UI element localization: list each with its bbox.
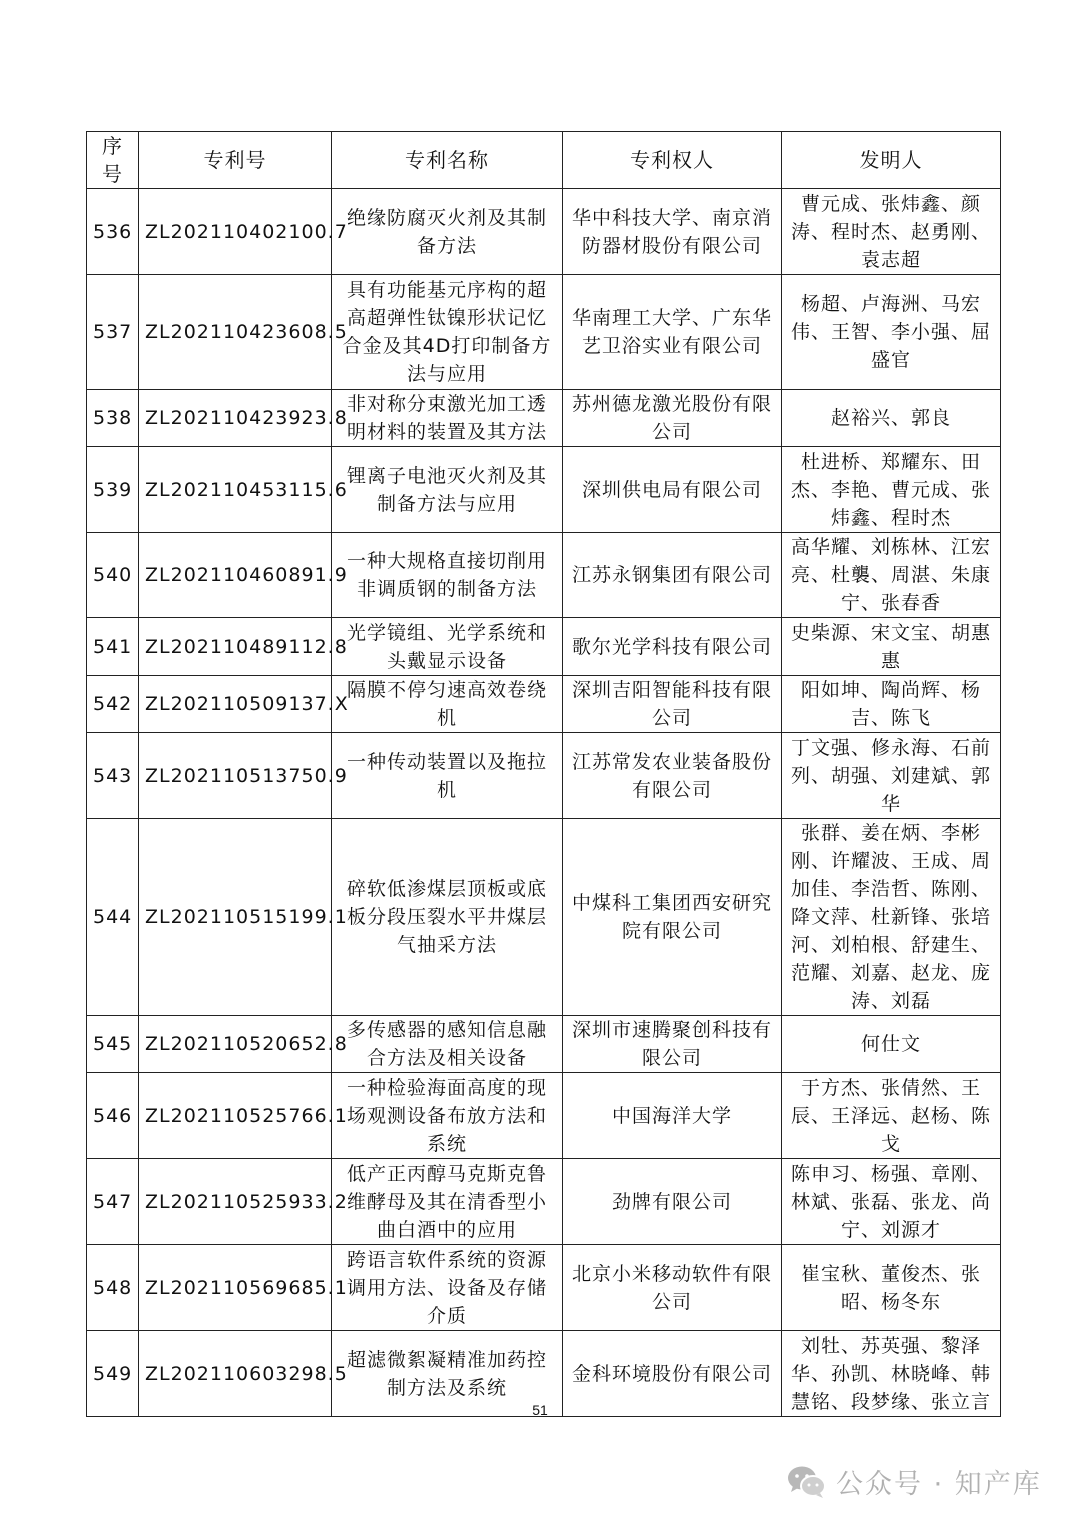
row-name: 非对称分束激光加工透明材料的装置及其方法 bbox=[332, 390, 563, 447]
row-seq: 545 bbox=[87, 1016, 139, 1073]
row-seq: 539 bbox=[87, 447, 139, 533]
patent-table bbox=[86, 131, 1001, 1417]
header-inventors: 发明人 bbox=[782, 132, 1001, 189]
watermark-text: 公众号 · 知产库 bbox=[836, 1469, 1042, 1500]
row-owner: 金科环境股份有限公司 bbox=[563, 1331, 782, 1417]
row-patent-no: ZL202110513750.9 bbox=[139, 733, 332, 819]
row-name: 绝缘防腐灭火剂及其制备方法 bbox=[332, 189, 563, 275]
row-inventors: 陈申习、杨强、章刚、林斌、张磊、张龙、尚宁、刘源才 bbox=[782, 1159, 1001, 1245]
row-owner: 深圳供电局有限公司 bbox=[563, 447, 782, 533]
row-inventors: 刘牡、苏英强、黎泽华、孙凯、林晓峰、韩慧铭、段梦缘、张立言 bbox=[782, 1331, 1001, 1417]
table-row bbox=[87, 447, 1001, 533]
header-owner: 专利权人 bbox=[563, 132, 782, 189]
row-name: 多传感器的感知信息融合方法及相关设备 bbox=[332, 1016, 563, 1073]
table-row bbox=[87, 390, 1001, 447]
row-owner: 劲牌有限公司 bbox=[563, 1159, 782, 1245]
row-patent-no: ZL202110423923.8 bbox=[139, 390, 332, 447]
row-owner: 江苏常发农业装备股份有限公司 bbox=[563, 733, 782, 819]
row-seq: 543 bbox=[87, 733, 139, 819]
row-patent-no: ZL202110460891.9 bbox=[139, 533, 332, 618]
table-row bbox=[87, 533, 1001, 618]
table-row bbox=[87, 676, 1001, 733]
row-patent-no: ZL202110525766.1 bbox=[139, 1073, 332, 1159]
table-row bbox=[87, 1159, 1001, 1245]
row-seq: 541 bbox=[87, 618, 139, 676]
row-patent-no: ZL202110569685.1 bbox=[139, 1245, 332, 1331]
row-patent-no: ZL202110515199.1 bbox=[139, 819, 332, 1016]
table-row bbox=[87, 275, 1001, 390]
row-inventors: 张群、姜在炳、李彬刚、许耀波、王成、周加佳、李浩哲、陈刚、降文萍、杜新锋、张培河、刘柏根、舒建生、范耀、刘嘉、赵龙、庞涛、刘磊 bbox=[782, 819, 1001, 1016]
row-owner: 深圳吉阳智能科技有限公司 bbox=[563, 676, 782, 733]
row-owner: 中煤科工集团西安研究院有限公司 bbox=[563, 819, 782, 1016]
table-row bbox=[87, 1016, 1001, 1073]
row-name: 一种大规格直接切削用非调质钢的制备方法 bbox=[332, 533, 563, 618]
wechat-icon bbox=[786, 1464, 828, 1500]
row-patent-no: ZL202110423608.5 bbox=[139, 275, 332, 390]
row-seq: 546 bbox=[87, 1073, 139, 1159]
row-name: 具有功能基元序构的超高超弹性钛镍形状记忆合金及其4D打印制备方法与应用 bbox=[332, 275, 563, 390]
page-number: 51 bbox=[532, 1402, 548, 1418]
row-inventors: 阳如坤、陶尚辉、杨吉、陈飞 bbox=[782, 676, 1001, 733]
row-seq: 537 bbox=[87, 275, 139, 390]
table-row bbox=[87, 189, 1001, 275]
row-name: 超滤微絮凝精准加药控制方法及系统 bbox=[332, 1331, 563, 1417]
row-patent-no: ZL202110525933.2 bbox=[139, 1159, 332, 1245]
row-patent-no: ZL202110520652.8 bbox=[139, 1016, 332, 1073]
row-name: 光学镜组、光学系统和头戴显示设备 bbox=[332, 618, 563, 676]
header-patent-no: 专利号 bbox=[139, 132, 332, 189]
row-owner: 歌尔光学科技有限公司 bbox=[563, 618, 782, 676]
row-owner: 北京小米移动软件有限公司 bbox=[563, 1245, 782, 1331]
row-inventors: 何仕文 bbox=[782, 1016, 1001, 1073]
row-inventors: 于方杰、张倩然、王辰、王泽远、赵杨、陈戈 bbox=[782, 1073, 1001, 1159]
header-name: 专利名称 bbox=[332, 132, 563, 189]
table-row bbox=[87, 618, 1001, 676]
row-name: 低产正丙醇马克斯克鲁维酵母及其在清香型小曲白酒中的应用 bbox=[332, 1159, 563, 1245]
row-inventors: 曹元成、张炜鑫、颜涛、程时杰、赵勇刚、袁志超 bbox=[782, 189, 1001, 275]
row-inventors: 史柴源、宋文宝、胡惠惠 bbox=[782, 618, 1001, 676]
row-inventors: 高华耀、刘栋林、江宏亮、杜襲、周湛、朱康宁、张春香 bbox=[782, 533, 1001, 618]
watermark bbox=[786, 1462, 1042, 1501]
row-owner: 华中科技大学、南京消防器材股份有限公司 bbox=[563, 189, 782, 275]
table-row bbox=[87, 1245, 1001, 1331]
table-row bbox=[87, 819, 1001, 1016]
row-name: 碎软低渗煤层顶板或底板分段压裂水平井煤层气抽采方法 bbox=[332, 819, 563, 1016]
row-patent-no: ZL202110603298.5 bbox=[139, 1331, 332, 1417]
row-seq: 538 bbox=[87, 390, 139, 447]
row-owner: 华南理工大学、广东华艺卫浴实业有限公司 bbox=[563, 275, 782, 390]
row-owner: 苏州德龙激光股份有限公司 bbox=[563, 390, 782, 447]
header-seq: 序号 bbox=[87, 132, 139, 189]
row-owner: 深圳市速腾聚创科技有限公司 bbox=[563, 1016, 782, 1073]
row-seq: 542 bbox=[87, 676, 139, 733]
row-inventors: 崔宝秋、董俊杰、张昭、杨冬东 bbox=[782, 1245, 1001, 1331]
row-owner: 江苏永钢集团有限公司 bbox=[563, 533, 782, 618]
table-row bbox=[87, 1073, 1001, 1159]
row-inventors: 杨超、卢海洲、马宏伟、王智、李小强、屈盛官 bbox=[782, 275, 1001, 390]
row-name: 一种检验海面高度的现场观测设备布放方法和系统 bbox=[332, 1073, 563, 1159]
row-name: 一种传动装置以及拖拉机 bbox=[332, 733, 563, 819]
row-seq: 536 bbox=[87, 189, 139, 275]
row-seq: 540 bbox=[87, 533, 139, 618]
row-patent-no: ZL202110402100.7 bbox=[139, 189, 332, 275]
row-seq: 548 bbox=[87, 1245, 139, 1331]
row-seq: 549 bbox=[87, 1331, 139, 1417]
table-row bbox=[87, 733, 1001, 819]
row-name: 跨语言软件系统的资源调用方法、设备及存储介质 bbox=[332, 1245, 563, 1331]
row-name: 锂离子电池灭火剂及其制备方法与应用 bbox=[332, 447, 563, 533]
row-patent-no: ZL202110489112.8 bbox=[139, 618, 332, 676]
row-inventors: 杜进桥、郑耀东、田杰、李艳、曹元成、张炜鑫、程时杰 bbox=[782, 447, 1001, 533]
row-owner: 中国海洋大学 bbox=[563, 1073, 782, 1159]
table-header-row bbox=[87, 132, 1001, 189]
row-patent-no: ZL202110453115.6 bbox=[139, 447, 332, 533]
row-patent-no: ZL202110509137.X bbox=[139, 676, 332, 733]
row-inventors: 赵裕兴、郭良 bbox=[782, 390, 1001, 447]
row-name: 隔膜不停匀速高效卷绕机 bbox=[332, 676, 563, 733]
row-inventors: 丁文强、修永海、石前列、胡强、刘建斌、郭华 bbox=[782, 733, 1001, 819]
row-seq: 544 bbox=[87, 819, 139, 1016]
row-seq: 547 bbox=[87, 1159, 139, 1245]
